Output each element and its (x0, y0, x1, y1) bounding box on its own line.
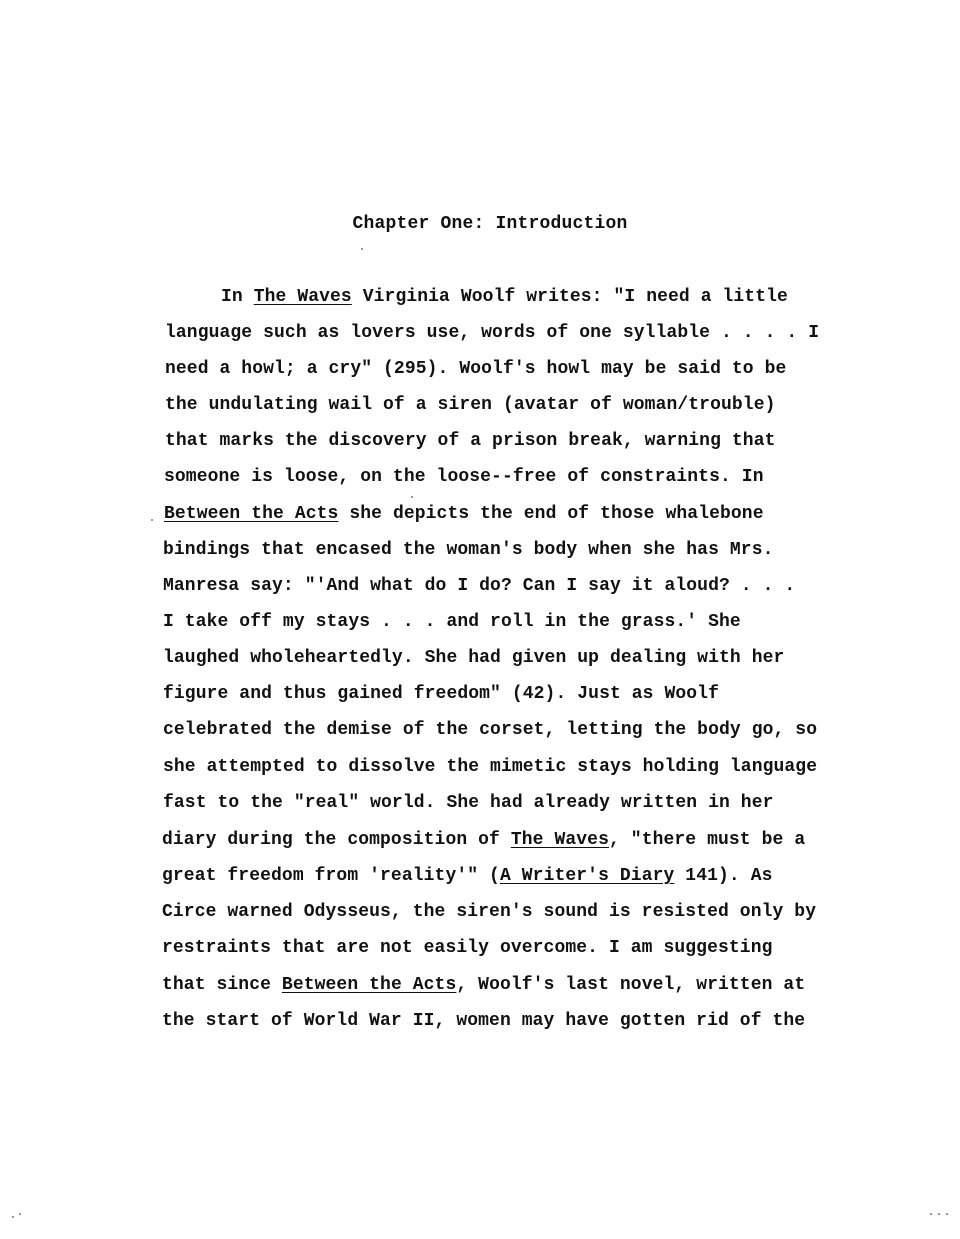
text-segment: restraints that are not easily overcome. I am suggesting (162, 938, 773, 958)
text-segment: the start of World War II, women may have gotten rid of the (162, 1011, 806, 1031)
text-segment: figure and thus gained freedom" (42). Just as Woolf (163, 684, 719, 704)
text-line (162, 938, 773, 958)
text-segment: great freedom from 'reality'" ( (162, 866, 500, 886)
text-segment: celebrated the demise of the corset, letting the body go, so (163, 720, 818, 740)
text-segment: someone is loose, on the loose--free of constraints. In (164, 467, 764, 487)
text-segment: she depicts the end of those whalebone (338, 504, 764, 524)
text-segment: , "there must be a (608, 830, 806, 850)
underlined-title: Between the Acts (164, 504, 339, 524)
text-line (163, 540, 774, 560)
scan-speck (19, 1213, 21, 1215)
text-line (165, 323, 819, 343)
text-segment: Manresa say: "'And what do I do? Can I say it aloud? . . . (163, 576, 796, 596)
text-segment: laughed wholeheartedly. She had given up dealing with her (163, 648, 785, 668)
text-segment: fast to the "real" world. She had already written in her (163, 793, 774, 813)
chapter-title: Chapter One: Introduction (352, 214, 628, 234)
text-line (163, 576, 795, 596)
text-line (164, 467, 764, 487)
text-line (165, 359, 786, 379)
text-segment: diary during the composition of (162, 830, 511, 850)
text-segment: 141). As (674, 866, 773, 886)
underlined-title: Between the Acts (281, 975, 457, 995)
text-segment: need a howl; a cry" (295). Woolf's howl may be said to be (165, 359, 787, 379)
text-line (163, 612, 741, 632)
scan-speck (361, 248, 363, 250)
text-segment: In (221, 287, 254, 307)
text-line (162, 975, 805, 995)
text-line (163, 648, 784, 668)
text-line (162, 830, 805, 850)
text-segment: language such as lovers use, words of one syllable . . . . I (165, 323, 820, 343)
scan-speck (938, 1213, 940, 1215)
text-line (163, 720, 817, 740)
underlined-title: The Waves (253, 287, 352, 307)
text-line (162, 1011, 805, 1031)
scan-speck (151, 519, 153, 521)
text-line (163, 757, 817, 777)
text-line (165, 431, 776, 451)
text-segment: the undulating wail of a siren (avatar of woman/trouble) (165, 395, 776, 415)
text-line (162, 902, 816, 922)
text-segment: that since (162, 975, 282, 995)
text-line (164, 504, 764, 524)
text-segment: that marks the discovery of a prison break, warning that (165, 431, 776, 451)
underlined-title: The Waves (510, 830, 609, 850)
text-segment: Virginia Woolf writes: "I need a little (351, 287, 788, 307)
scan-speck (12, 1216, 14, 1218)
text-segment: , Woolf's last novel, written at (456, 975, 806, 995)
text-line (221, 287, 788, 307)
scan-speck (946, 1213, 948, 1215)
text-segment: bindings that encased the woman's body when she has Mrs. (163, 540, 774, 560)
scan-speck (930, 1213, 932, 1215)
text-line (163, 684, 719, 704)
text-line (165, 395, 776, 415)
text-line (162, 866, 773, 886)
underlined-title: A Writer's Diary (499, 866, 675, 886)
text-line (163, 793, 774, 813)
scan-speck (411, 496, 413, 498)
text-segment: she attempted to dissolve the mimetic stays holding language (163, 757, 818, 777)
text-segment: Circe warned Odysseus, the siren's sound is resisted only by (162, 902, 817, 922)
text-segment: I take off my stays . . . and roll in the grass.' She (163, 612, 741, 632)
